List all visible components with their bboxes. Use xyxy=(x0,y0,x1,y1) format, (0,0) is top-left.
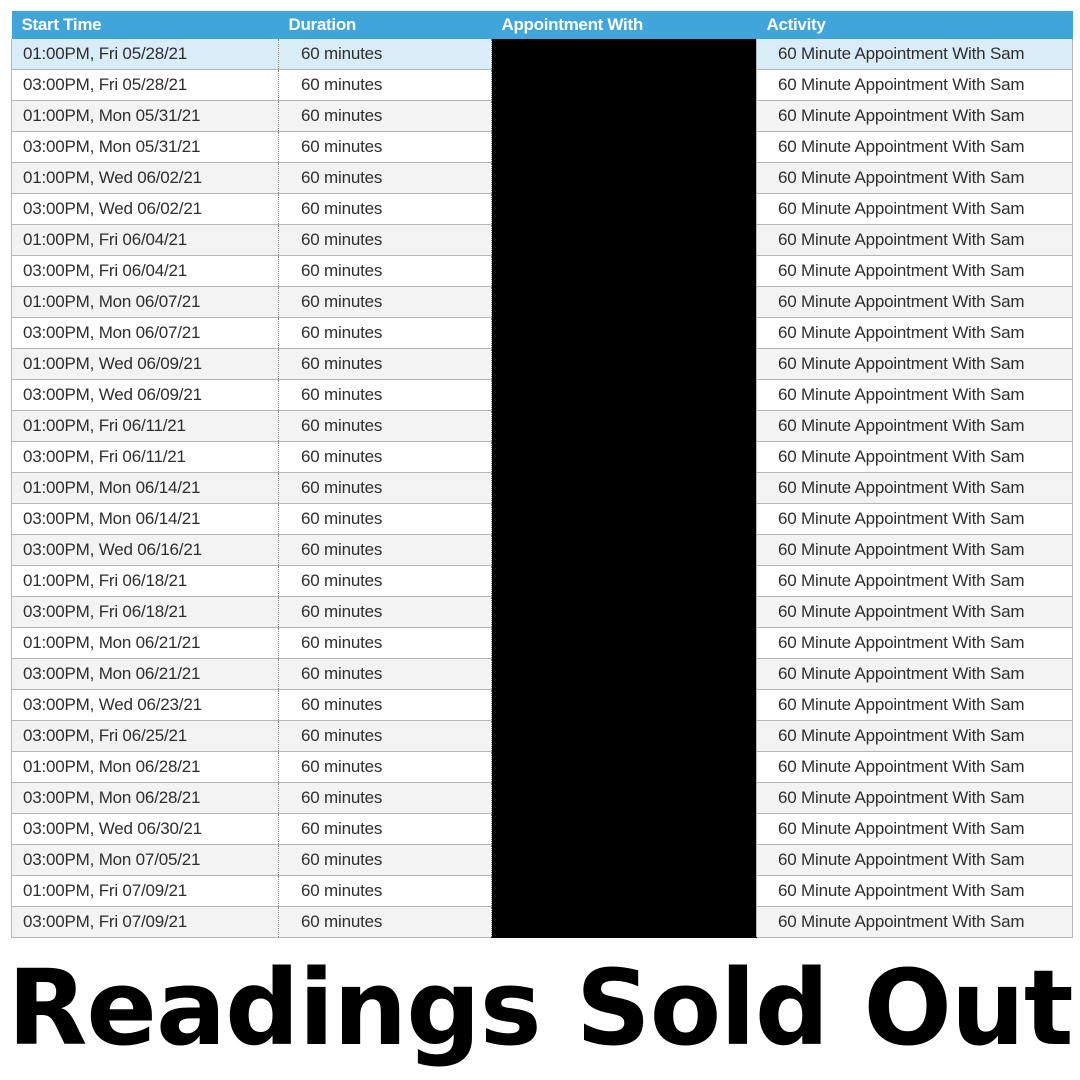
cell-start-time: 01:00PM, Fri 06/11/21 xyxy=(12,411,279,442)
header-start-time[interactable]: Start Time xyxy=(12,11,279,39)
appointments-table-container xyxy=(11,11,1072,938)
cell-duration: 60 minutes xyxy=(279,504,492,535)
cell-duration: 60 minutes xyxy=(279,163,492,194)
cell-duration: 60 minutes xyxy=(279,845,492,876)
cell-duration: 60 minutes xyxy=(279,380,492,411)
cell-activity: 60 Minute Appointment With Sam xyxy=(757,876,1073,907)
cell-start-time: 01:00PM, Fri 07/09/21 xyxy=(12,876,279,907)
cell-activity: 60 Minute Appointment With Sam xyxy=(757,287,1073,318)
cell-activity: 60 Minute Appointment With Sam xyxy=(757,628,1073,659)
cell-activity: 60 Minute Appointment With Sam xyxy=(757,318,1073,349)
cell-duration: 60 minutes xyxy=(279,70,492,101)
cell-duration: 60 minutes xyxy=(279,39,492,70)
cell-activity: 60 Minute Appointment With Sam xyxy=(757,256,1073,287)
cell-start-time: 03:00PM, Mon 07/05/21 xyxy=(12,845,279,876)
cell-activity: 60 Minute Appointment With Sam xyxy=(757,721,1073,752)
cell-start-time: 01:00PM, Fri 05/28/21 xyxy=(12,39,279,70)
cell-activity: 60 Minute Appointment With Sam xyxy=(757,380,1073,411)
cell-start-time: 01:00PM, Mon 06/28/21 xyxy=(12,752,279,783)
cell-duration: 60 minutes xyxy=(279,690,492,721)
cell-activity: 60 Minute Appointment With Sam xyxy=(757,101,1073,132)
cell-duration: 60 minutes xyxy=(279,287,492,318)
cell-duration: 60 minutes xyxy=(279,225,492,256)
cell-activity: 60 Minute Appointment With Sam xyxy=(757,349,1073,380)
cell-duration: 60 minutes xyxy=(279,597,492,628)
cell-start-time: 03:00PM, Fri 06/11/21 xyxy=(12,442,279,473)
cell-duration: 60 minutes xyxy=(279,721,492,752)
cell-duration: 60 minutes xyxy=(279,256,492,287)
cell-duration: 60 minutes xyxy=(279,566,492,597)
cell-duration: 60 minutes xyxy=(279,132,492,163)
cell-activity: 60 Minute Appointment With Sam xyxy=(757,535,1073,566)
cell-activity: 60 Minute Appointment With Sam xyxy=(757,70,1073,101)
cell-activity: 60 Minute Appointment With Sam xyxy=(757,504,1073,535)
cell-activity: 60 Minute Appointment With Sam xyxy=(757,659,1073,690)
cell-start-time: 01:00PM, Wed 06/09/21 xyxy=(12,349,279,380)
cell-start-time: 01:00PM, Fri 06/04/21 xyxy=(12,225,279,256)
table-row[interactable] xyxy=(12,39,1073,70)
cell-start-time: 03:00PM, Mon 06/21/21 xyxy=(12,659,279,690)
cell-start-time: 03:00PM, Wed 06/30/21 xyxy=(12,814,279,845)
cell-duration: 60 minutes xyxy=(279,101,492,132)
cell-duration: 60 minutes xyxy=(279,783,492,814)
cell-duration: 60 minutes xyxy=(279,473,492,504)
cell-activity: 60 Minute Appointment With Sam xyxy=(757,814,1073,845)
redacted-appointment-with-column xyxy=(492,39,757,938)
cell-activity: 60 Minute Appointment With Sam xyxy=(757,783,1073,814)
cell-activity: 60 Minute Appointment With Sam xyxy=(757,752,1073,783)
cell-start-time: 03:00PM, Fri 06/04/21 xyxy=(12,256,279,287)
cell-duration: 60 minutes xyxy=(279,752,492,783)
cell-start-time: 03:00PM, Wed 06/02/21 xyxy=(12,194,279,225)
cell-start-time: 01:00PM, Wed 06/02/21 xyxy=(12,163,279,194)
cell-start-time: 03:00PM, Mon 06/07/21 xyxy=(12,318,279,349)
cell-duration: 60 minutes xyxy=(279,442,492,473)
cell-start-time: 01:00PM, Mon 05/31/21 xyxy=(12,101,279,132)
cell-activity: 60 Minute Appointment With Sam xyxy=(757,132,1073,163)
table-body xyxy=(12,39,1073,938)
cell-duration: 60 minutes xyxy=(279,411,492,442)
cell-activity: 60 Minute Appointment With Sam xyxy=(757,225,1073,256)
sold-out-banner: Readings Sold Out xyxy=(7,947,1073,1069)
cell-start-time: 01:00PM, Mon 06/14/21 xyxy=(12,473,279,504)
cell-start-time: 03:00PM, Wed 06/16/21 xyxy=(12,535,279,566)
header-appointment-with[interactable]: Appointment With xyxy=(492,11,757,39)
cell-start-time: 03:00PM, Fri 06/25/21 xyxy=(12,721,279,752)
header-duration[interactable]: Duration xyxy=(279,11,492,39)
cell-start-time: 03:00PM, Wed 06/23/21 xyxy=(12,690,279,721)
cell-start-time: 03:00PM, Fri 07/09/21 xyxy=(12,907,279,938)
cell-activity: 60 Minute Appointment With Sam xyxy=(757,39,1073,70)
cell-activity: 60 Minute Appointment With Sam xyxy=(757,566,1073,597)
cell-start-time: 01:00PM, Mon 06/21/21 xyxy=(12,628,279,659)
table-header-row xyxy=(12,11,1073,39)
cell-activity: 60 Minute Appointment With Sam xyxy=(757,411,1073,442)
cell-start-time: 03:00PM, Mon 06/14/21 xyxy=(12,504,279,535)
cell-duration: 60 minutes xyxy=(279,659,492,690)
cell-activity: 60 Minute Appointment With Sam xyxy=(757,597,1073,628)
cell-activity: 60 Minute Appointment With Sam xyxy=(757,907,1073,938)
cell-duration: 60 minutes xyxy=(279,814,492,845)
cell-start-time: 01:00PM, Fri 06/18/21 xyxy=(12,566,279,597)
cell-start-time: 03:00PM, Fri 05/28/21 xyxy=(12,70,279,101)
cell-activity: 60 Minute Appointment With Sam xyxy=(757,473,1073,504)
cell-activity: 60 Minute Appointment With Sam xyxy=(757,194,1073,225)
cell-start-time: 03:00PM, Mon 05/31/21 xyxy=(12,132,279,163)
cell-activity: 60 Minute Appointment With Sam xyxy=(757,690,1073,721)
cell-duration: 60 minutes xyxy=(279,349,492,380)
cell-start-time: 01:00PM, Mon 06/07/21 xyxy=(12,287,279,318)
cell-start-time: 03:00PM, Wed 06/09/21 xyxy=(12,380,279,411)
cell-activity: 60 Minute Appointment With Sam xyxy=(757,845,1073,876)
cell-duration: 60 minutes xyxy=(279,535,492,566)
cell-duration: 60 minutes xyxy=(279,876,492,907)
header-activity[interactable]: Activity xyxy=(757,11,1073,39)
cell-duration: 60 minutes xyxy=(279,628,492,659)
cell-duration: 60 minutes xyxy=(279,318,492,349)
cell-duration: 60 minutes xyxy=(279,907,492,938)
cell-activity: 60 Minute Appointment With Sam xyxy=(757,163,1073,194)
appointments-table xyxy=(11,11,1073,938)
cell-duration: 60 minutes xyxy=(279,194,492,225)
cell-activity: 60 Minute Appointment With Sam xyxy=(757,442,1073,473)
cell-start-time: 03:00PM, Fri 06/18/21 xyxy=(12,597,279,628)
cell-start-time: 03:00PM, Mon 06/28/21 xyxy=(12,783,279,814)
